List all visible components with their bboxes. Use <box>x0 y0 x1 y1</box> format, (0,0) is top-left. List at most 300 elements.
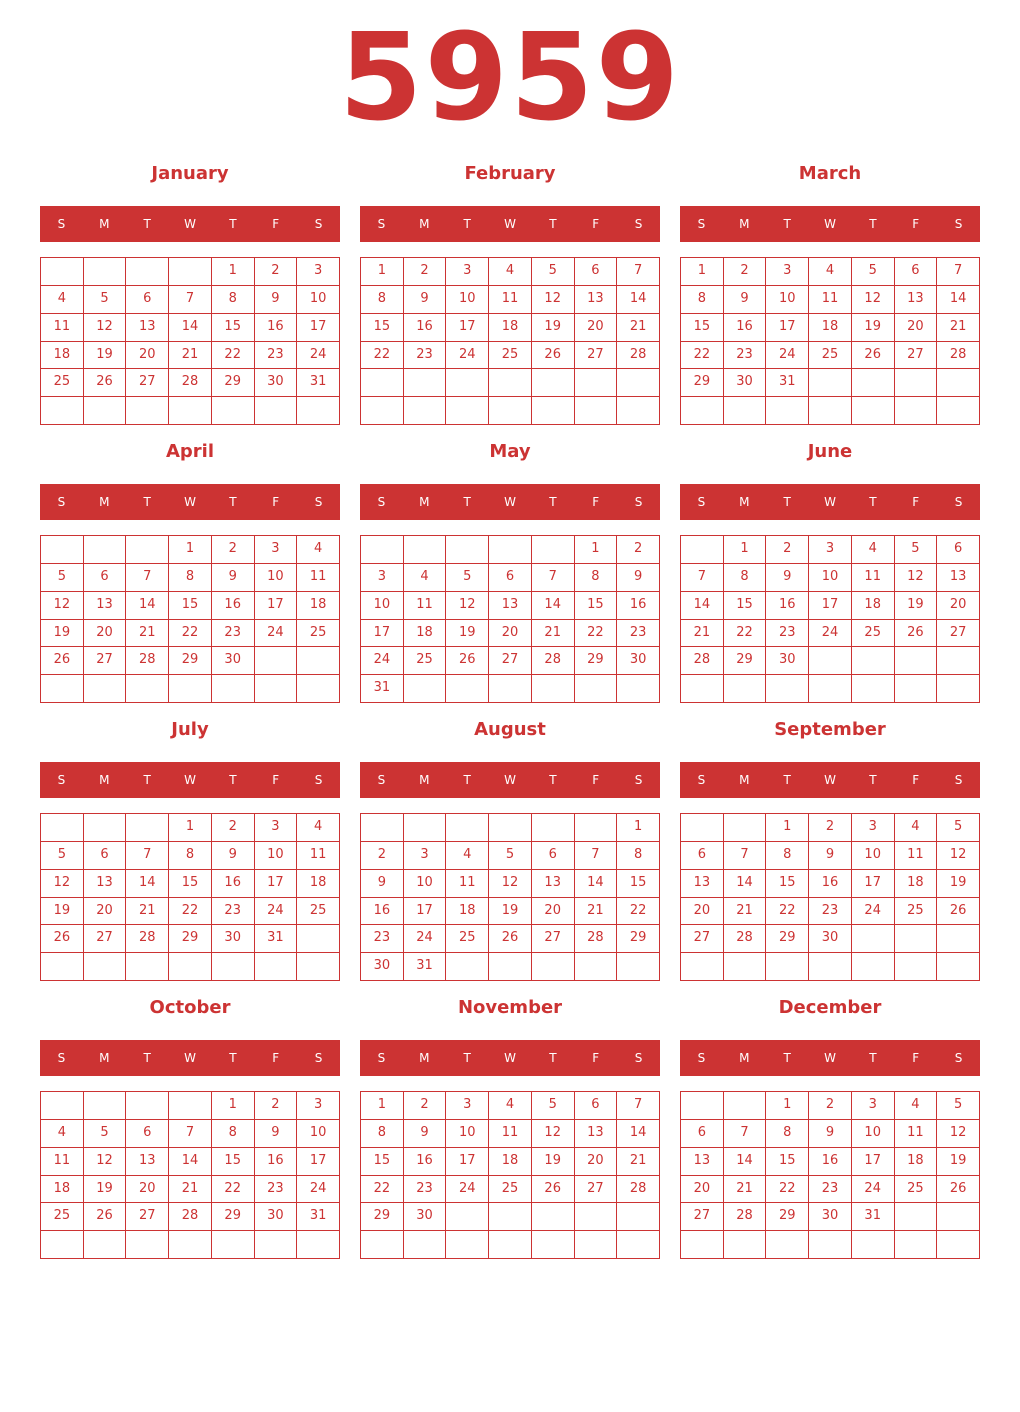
day-cell: 31 <box>403 952 446 980</box>
day-cell <box>254 1230 297 1258</box>
day-cell: 20 <box>83 897 126 925</box>
day-cell: 22 <box>360 1175 403 1203</box>
day-cell: 2 <box>254 1091 297 1119</box>
weekday-label: M <box>739 495 750 509</box>
day-cell: 25 <box>296 897 339 925</box>
day-cell: 2 <box>211 535 254 563</box>
day-cell: 9 <box>403 285 446 313</box>
day-cell: 19 <box>531 1147 574 1175</box>
day-cell: 17 <box>254 591 297 619</box>
day-cell: 6 <box>574 257 617 285</box>
day-cell: 3 <box>765 257 808 285</box>
day-cell: 11 <box>851 563 894 591</box>
weekday-header <box>360 1040 660 1076</box>
weekday-header <box>680 484 980 520</box>
weekday-label: T <box>783 495 791 509</box>
day-cell <box>851 396 894 424</box>
day-cell: 31 <box>360 674 403 702</box>
day-cell: 20 <box>83 619 126 647</box>
day-cell: 10 <box>851 1119 894 1147</box>
day-cell <box>723 813 766 841</box>
day-cell: 21 <box>125 619 168 647</box>
day-cell <box>531 535 574 563</box>
day-cell: 22 <box>360 341 403 369</box>
day-cell: 27 <box>125 368 168 396</box>
day-cell: 8 <box>360 285 403 313</box>
day-cell: 25 <box>851 619 894 647</box>
day-cell: 1 <box>168 535 211 563</box>
day-cell: 19 <box>488 897 531 925</box>
day-cell: 9 <box>808 1119 851 1147</box>
day-cell: 5 <box>83 285 126 313</box>
day-cell: 30 <box>765 646 808 674</box>
day-cell: 23 <box>211 619 254 647</box>
weekday-label: M <box>419 495 430 509</box>
day-cell <box>83 535 126 563</box>
day-cell: 14 <box>680 591 723 619</box>
day-cell: 29 <box>765 924 808 952</box>
day-cell: 7 <box>168 1119 211 1147</box>
day-cell: 11 <box>488 285 531 313</box>
day-cell: 23 <box>765 619 808 647</box>
day-cell: 8 <box>680 285 723 313</box>
day-cell <box>83 257 126 285</box>
day-cell: 5 <box>488 841 531 869</box>
weekday-header <box>40 1040 340 1076</box>
day-cell: 2 <box>723 257 766 285</box>
day-cell: 3 <box>360 563 403 591</box>
day-cell <box>445 674 488 702</box>
day-cell: 12 <box>894 563 937 591</box>
day-cell: 20 <box>125 1175 168 1203</box>
day-cell: 25 <box>488 341 531 369</box>
day-cell <box>616 952 659 980</box>
weekday-label: S <box>954 217 963 231</box>
day-cell: 30 <box>211 924 254 952</box>
day-cell: 27 <box>531 924 574 952</box>
day-cell: 20 <box>936 591 979 619</box>
day-cell: 13 <box>574 1119 617 1147</box>
day-cell <box>531 368 574 396</box>
weekday-label: S <box>57 1051 66 1065</box>
day-cell <box>680 674 723 702</box>
day-cell: 31 <box>851 1202 894 1230</box>
day-cell: 26 <box>40 924 83 952</box>
month-title: May <box>489 441 531 462</box>
day-cell: 24 <box>296 341 339 369</box>
weekday-label: T <box>869 773 877 787</box>
day-cell: 25 <box>40 368 83 396</box>
weekday-label: T <box>549 773 557 787</box>
day-cell: 18 <box>894 869 937 897</box>
day-cell: 18 <box>808 313 851 341</box>
weekday-label: T <box>463 1051 471 1065</box>
weekday-header <box>680 1040 980 1076</box>
day-cell: 2 <box>403 257 446 285</box>
weekday-label: S <box>377 495 386 509</box>
day-cell: 18 <box>488 1147 531 1175</box>
day-cell: 17 <box>296 1147 339 1175</box>
weekday-label: T <box>869 217 877 231</box>
weekday-label: T <box>229 495 237 509</box>
day-cell <box>531 1230 574 1258</box>
day-cell: 17 <box>851 1147 894 1175</box>
weekday-label: F <box>592 1051 600 1065</box>
month-title: January <box>151 163 229 184</box>
day-cell: 31 <box>765 368 808 396</box>
day-cell: 22 <box>723 619 766 647</box>
day-cell <box>125 257 168 285</box>
day-cell <box>765 952 808 980</box>
day-cell: 14 <box>168 1147 211 1175</box>
day-cell <box>574 952 617 980</box>
day-cell: 22 <box>168 897 211 925</box>
day-cell: 28 <box>125 646 168 674</box>
month-title: October <box>149 997 231 1018</box>
day-cell <box>808 646 851 674</box>
day-cell: 9 <box>211 563 254 591</box>
day-cell: 8 <box>765 841 808 869</box>
day-cell: 13 <box>83 591 126 619</box>
day-cell: 28 <box>125 924 168 952</box>
day-cell: 29 <box>574 646 617 674</box>
weekday-label: M <box>739 217 750 231</box>
weekday-label: M <box>99 1051 110 1065</box>
day-cell: 21 <box>680 619 723 647</box>
day-cell: 25 <box>894 1175 937 1203</box>
day-cell <box>40 674 83 702</box>
day-cell <box>445 396 488 424</box>
day-cell: 16 <box>403 1147 446 1175</box>
weekday-label: W <box>184 217 196 231</box>
day-cell <box>488 1230 531 1258</box>
weekday-label: M <box>419 217 430 231</box>
day-cell: 8 <box>168 563 211 591</box>
day-cell: 18 <box>403 619 446 647</box>
day-cell <box>894 674 937 702</box>
day-cell: 17 <box>403 897 446 925</box>
month-title: March <box>798 163 862 184</box>
day-cell: 8 <box>360 1119 403 1147</box>
day-cell: 28 <box>168 1202 211 1230</box>
day-cell: 5 <box>936 1091 979 1119</box>
day-cell: 23 <box>360 924 403 952</box>
day-cell: 25 <box>488 1175 531 1203</box>
weekday-label: T <box>463 217 471 231</box>
day-cell: 22 <box>211 341 254 369</box>
day-cell: 23 <box>403 1175 446 1203</box>
day-cell: 21 <box>531 619 574 647</box>
day-cell <box>531 1202 574 1230</box>
day-cell: 10 <box>765 285 808 313</box>
day-cell <box>616 1202 659 1230</box>
day-cell: 23 <box>211 897 254 925</box>
day-cell <box>851 646 894 674</box>
day-cell: 30 <box>211 646 254 674</box>
day-cell: 10 <box>445 285 488 313</box>
day-cell: 14 <box>531 591 574 619</box>
day-cell: 27 <box>936 619 979 647</box>
day-cell: 26 <box>488 924 531 952</box>
day-cell: 14 <box>723 869 766 897</box>
day-cell <box>296 1230 339 1258</box>
day-cell <box>125 674 168 702</box>
day-cell: 20 <box>531 897 574 925</box>
day-cell: 13 <box>894 285 937 313</box>
month-title: July <box>171 719 209 740</box>
year-title: 5959 <box>339 9 681 148</box>
day-cell: 3 <box>296 257 339 285</box>
day-cell <box>936 952 979 980</box>
day-cell: 29 <box>211 368 254 396</box>
day-cell: 27 <box>125 1202 168 1230</box>
day-cell: 12 <box>445 591 488 619</box>
day-cell <box>765 396 808 424</box>
day-grid <box>40 535 340 703</box>
day-cell: 10 <box>296 285 339 313</box>
day-cell: 11 <box>894 1119 937 1147</box>
day-cell <box>680 813 723 841</box>
weekday-label: W <box>184 773 196 787</box>
day-cell: 7 <box>168 285 211 313</box>
day-cell: 2 <box>616 535 659 563</box>
day-cell: 26 <box>83 368 126 396</box>
day-cell: 7 <box>616 257 659 285</box>
weekday-label: T <box>143 217 151 231</box>
day-cell: 8 <box>168 841 211 869</box>
day-cell: 4 <box>851 535 894 563</box>
day-cell <box>488 535 531 563</box>
day-cell: 26 <box>531 341 574 369</box>
day-cell <box>40 1091 83 1119</box>
weekday-label: T <box>869 495 877 509</box>
day-cell <box>254 396 297 424</box>
day-cell <box>211 674 254 702</box>
day-cell <box>488 674 531 702</box>
day-cell <box>680 1091 723 1119</box>
day-cell: 19 <box>40 897 83 925</box>
weekday-header <box>680 206 980 242</box>
month-title: August <box>474 719 546 740</box>
day-cell: 1 <box>360 257 403 285</box>
day-cell: 29 <box>723 646 766 674</box>
day-cell: 17 <box>445 313 488 341</box>
day-cell: 20 <box>574 1147 617 1175</box>
day-cell: 15 <box>360 1147 403 1175</box>
day-cell: 29 <box>616 924 659 952</box>
day-cell: 11 <box>808 285 851 313</box>
day-cell: 14 <box>574 869 617 897</box>
day-cell <box>765 1230 808 1258</box>
day-cell: 22 <box>168 619 211 647</box>
day-cell: 4 <box>488 1091 531 1119</box>
day-cell: 20 <box>894 313 937 341</box>
day-cell <box>574 1202 617 1230</box>
day-cell <box>445 368 488 396</box>
day-cell <box>40 257 83 285</box>
weekday-label: F <box>592 773 600 787</box>
day-cell: 15 <box>211 1147 254 1175</box>
day-cell: 26 <box>894 619 937 647</box>
weekday-label: S <box>697 773 706 787</box>
day-grid <box>360 1091 660 1259</box>
day-cell <box>254 674 297 702</box>
day-cell: 1 <box>765 813 808 841</box>
day-grid <box>360 257 660 425</box>
day-cell: 5 <box>83 1119 126 1147</box>
day-cell: 15 <box>211 313 254 341</box>
day-cell: 12 <box>531 1119 574 1147</box>
day-cell: 27 <box>574 341 617 369</box>
day-grid <box>40 813 340 981</box>
day-cell: 7 <box>723 1119 766 1147</box>
day-cell: 23 <box>808 1175 851 1203</box>
day-cell <box>296 924 339 952</box>
day-cell <box>574 396 617 424</box>
day-cell <box>894 1230 937 1258</box>
day-cell: 3 <box>445 257 488 285</box>
day-cell <box>894 396 937 424</box>
day-cell <box>125 396 168 424</box>
day-cell: 1 <box>616 813 659 841</box>
day-cell: 26 <box>531 1175 574 1203</box>
day-cell: 12 <box>83 1147 126 1175</box>
weekday-label: S <box>314 495 323 509</box>
day-cell <box>936 1202 979 1230</box>
day-cell: 24 <box>254 897 297 925</box>
day-cell: 29 <box>168 646 211 674</box>
weekday-label: S <box>57 495 66 509</box>
day-cell: 3 <box>296 1091 339 1119</box>
day-cell: 25 <box>808 341 851 369</box>
day-cell: 4 <box>403 563 446 591</box>
weekday-label: F <box>912 773 920 787</box>
day-cell: 21 <box>168 341 211 369</box>
day-cell: 12 <box>40 591 83 619</box>
day-cell: 15 <box>765 1147 808 1175</box>
weekday-label: T <box>143 773 151 787</box>
day-cell: 24 <box>851 1175 894 1203</box>
day-cell: 29 <box>360 1202 403 1230</box>
weekday-label: M <box>99 217 110 231</box>
day-cell: 4 <box>894 1091 937 1119</box>
day-cell <box>808 674 851 702</box>
day-cell: 28 <box>936 341 979 369</box>
day-cell <box>531 952 574 980</box>
day-cell: 24 <box>445 1175 488 1203</box>
day-cell <box>574 368 617 396</box>
day-cell: 13 <box>488 591 531 619</box>
weekday-label: W <box>184 495 196 509</box>
day-cell: 5 <box>936 813 979 841</box>
day-cell: 2 <box>360 841 403 869</box>
weekday-label: S <box>314 217 323 231</box>
weekday-label: F <box>912 217 920 231</box>
day-cell: 15 <box>574 591 617 619</box>
day-cell: 8 <box>211 1119 254 1147</box>
weekday-label: M <box>739 1051 750 1065</box>
day-cell: 18 <box>40 1175 83 1203</box>
day-cell: 7 <box>125 563 168 591</box>
day-cell <box>403 813 446 841</box>
day-cell: 3 <box>851 813 894 841</box>
day-cell <box>680 1230 723 1258</box>
weekday-label: M <box>99 495 110 509</box>
day-cell <box>211 396 254 424</box>
day-cell: 29 <box>680 368 723 396</box>
day-cell: 10 <box>254 563 297 591</box>
month-title: September <box>774 719 886 740</box>
day-cell: 6 <box>894 257 937 285</box>
day-cell <box>83 1230 126 1258</box>
day-cell: 24 <box>765 341 808 369</box>
day-cell: 24 <box>851 897 894 925</box>
day-cell: 23 <box>808 897 851 925</box>
day-cell: 15 <box>723 591 766 619</box>
day-cell <box>211 952 254 980</box>
day-cell: 16 <box>254 1147 297 1175</box>
day-cell <box>680 396 723 424</box>
day-grid <box>40 257 340 425</box>
day-cell: 16 <box>211 591 254 619</box>
day-cell: 16 <box>403 313 446 341</box>
day-cell: 18 <box>894 1147 937 1175</box>
day-cell: 14 <box>616 285 659 313</box>
day-cell <box>83 952 126 980</box>
day-cell <box>851 674 894 702</box>
day-cell: 17 <box>296 313 339 341</box>
day-cell: 28 <box>168 368 211 396</box>
day-cell: 23 <box>403 341 446 369</box>
weekday-label: W <box>824 495 836 509</box>
day-cell: 19 <box>894 591 937 619</box>
day-cell: 10 <box>808 563 851 591</box>
day-cell: 27 <box>83 646 126 674</box>
day-cell <box>296 952 339 980</box>
day-cell: 19 <box>40 619 83 647</box>
month-title: December <box>778 997 882 1018</box>
day-cell: 21 <box>168 1175 211 1203</box>
day-cell <box>125 1091 168 1119</box>
day-cell: 29 <box>168 924 211 952</box>
day-cell: 12 <box>851 285 894 313</box>
day-grid <box>680 813 980 981</box>
month-title: November <box>457 997 563 1018</box>
day-cell: 21 <box>723 1175 766 1203</box>
weekday-header <box>360 484 660 520</box>
day-cell <box>851 1230 894 1258</box>
day-cell: 4 <box>808 257 851 285</box>
day-cell: 25 <box>296 619 339 647</box>
day-cell <box>168 952 211 980</box>
weekday-label: S <box>377 217 386 231</box>
day-cell: 22 <box>765 1175 808 1203</box>
day-cell: 11 <box>296 563 339 591</box>
day-cell <box>83 1091 126 1119</box>
day-cell: 20 <box>125 341 168 369</box>
day-cell <box>808 368 851 396</box>
day-cell: 26 <box>936 1175 979 1203</box>
day-cell <box>125 952 168 980</box>
day-cell: 24 <box>254 619 297 647</box>
day-cell: 15 <box>168 869 211 897</box>
day-cell: 13 <box>936 563 979 591</box>
day-cell: 15 <box>765 869 808 897</box>
day-cell: 25 <box>894 897 937 925</box>
day-cell: 3 <box>254 535 297 563</box>
day-cell <box>894 924 937 952</box>
weekday-label: S <box>634 1051 643 1065</box>
